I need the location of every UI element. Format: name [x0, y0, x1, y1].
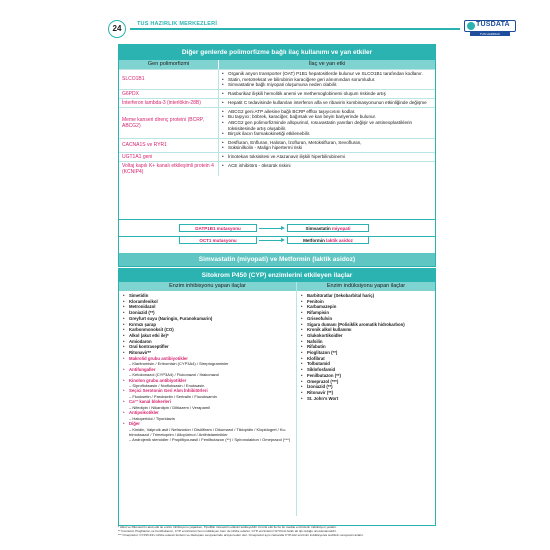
col-header-effect: İlaç ve yan etki [308, 61, 346, 67]
table-row [119, 152, 435, 161]
list-item: • Pioglitazon (**) [301, 350, 431, 356]
list-item: • Kinolon grubu antibiyotikler [123, 378, 292, 384]
gene-name: CACNA1S ve RYR1 [119, 139, 219, 152]
list-item: – Nifedipin / Nikardipin / Diltiazem / Verapamil [129, 405, 210, 411]
list-item: • Glukokortikoidler [301, 333, 431, 339]
lactic-acidosis-label: laktik asidoz [326, 238, 353, 243]
gene-name: Voltaj kapılı K+ kanalı etkileşimli protein 4 (KCNIP4) [119, 162, 219, 176]
myopathy-label: miyopati [332, 226, 351, 231]
oct1-mutation: OCT1 mutasyonu [179, 236, 257, 244]
list-item: • Rasburikaz ilişkili hemolitik anemi ve methemoglobinemi oluşum riskinde artış [222, 91, 432, 97]
list-item: – Haloperidol / Tiyoridazin [129, 415, 176, 421]
list-item: • Antifungaller [123, 367, 292, 373]
table-row [119, 98, 435, 107]
table-row [119, 161, 435, 176]
list-item: • Simetidin [123, 293, 292, 299]
inducers-list [297, 291, 435, 403]
list-item: • Karbamazepin [301, 304, 431, 310]
arrow-right-icon [281, 238, 285, 242]
inhibitors-header: Enzim inhibisyonu yapan ilaçlar [119, 282, 296, 291]
list-item: • Diğer [123, 421, 292, 427]
list-item: • Oral kontraseptifler [123, 344, 292, 350]
cyp-table [118, 268, 436, 526]
list-item: • Birçok ilacın farmakokinetiği etkilenebilir. [222, 131, 432, 137]
list-item: • ABCG2 geni ATP ailesine bağlı BCRP efflüx taşıyıcısını kodlar. [222, 109, 432, 115]
list-item: – Ketokonazol (CYP3A4) / Flukonazol / İtrakonazol [129, 372, 220, 378]
list-item: • Ca²⁺ kanal blokerleri [123, 399, 292, 405]
list-item: • Simvastatine bağlı miyopati oluşumuna neden olabilir. [222, 82, 432, 88]
footnote: ** İzoniazid, Pioglitazon ve Fenilbutazon, CYP enzimlerini hem indükleyen hem de inhibe ederler. CYP enzimlerini %73'ünü farklı alt tipi olduğu unutulmamalıdır. [118, 529, 337, 534]
effect-cell [219, 108, 435, 138]
list-item: • Rifampisin [301, 310, 431, 316]
list-item: • Klofibrat [301, 356, 431, 362]
arrow-line-top [259, 228, 283, 229]
arrow-right-icon [281, 226, 285, 230]
list-item: • Griseofulvin [301, 316, 431, 322]
logo-icon [467, 22, 475, 30]
list-item: • Antipsikotikler [123, 410, 292, 416]
list-item: • Makrolid grubu antibiyotikler [123, 356, 292, 362]
inhibitors-column [119, 282, 297, 516]
datp1b1-mutation: DATP1B1 mutasyonu [179, 224, 257, 232]
list-item: • Bu taşıyıcı; böbrek, karaciğer, bağırsak ve kan beyin bariyerinde bulunur. [222, 114, 432, 120]
cyp-title: Sitokrom P450 (CYP) enzimlerini etkileyen ilaçlar [119, 269, 435, 282]
list-item: – Fluoksetin / Paroksetin / Sertralin / Fluvoksamin [129, 394, 217, 400]
header-title: TUS HAZIRLIK MERKEZLERİ [134, 21, 220, 27]
effect-cell [219, 139, 435, 152]
table-row [119, 69, 435, 89]
list-item: • Nafsilin [301, 339, 431, 345]
list-item: • Hepatit C tedavisinde kullanılan interferon alfa ve ribavirin kombinasyonunun etkinliğinde değişme [222, 100, 432, 106]
list-item: • İrinotekan toksisitesi ve Atazanavir ilişkili hiperbilirubinemi [222, 154, 432, 160]
table-row [119, 107, 435, 138]
mutation-flow [119, 220, 435, 248]
list-item: • Organik anyon transporter (OAT) P1B1 hepatositlerde bulunur ve SLCO1B1 tarafından kodlanır. [222, 71, 432, 77]
cyp-columns [119, 282, 435, 516]
effect-cell [219, 70, 435, 89]
gene-name: Meme kanseri direnç proteini (BCRP, ABCG2) [119, 108, 219, 138]
list-item: • Greyfurt suyu (Naringin, Furanokumarin) [123, 316, 292, 322]
list-item: • Tolbutamid [301, 361, 431, 367]
list-item: • Barbitüratlar (Sekobarbital hariç) [301, 293, 431, 299]
list-item: • Metronidazol [123, 304, 292, 310]
list-item: • İzoniazid (**) [123, 310, 292, 316]
list-item: • Ritonavir** [123, 350, 292, 356]
list-item: • Fenilbutazon (**) [301, 373, 431, 379]
col-header-gene: Gen polimorfizmi [119, 60, 219, 69]
list-item: • Seçici Serotonin Geri Alım İnhibitörleri [123, 388, 292, 394]
metformin-label: Metformin [303, 238, 327, 243]
page-number: 24 [108, 20, 126, 38]
gene-name: SLCO1B1 [119, 70, 219, 89]
effect-cell [219, 162, 435, 176]
polymorphism-rows [119, 69, 435, 176]
effect-cell [219, 153, 435, 161]
inhibitors-list [119, 291, 296, 444]
inducers-column [297, 282, 435, 516]
list-item: • Alkol (akut etki ile)* [123, 333, 292, 339]
page-header [108, 20, 516, 38]
list-item: • ABCG2 gen polimorfizminde allopurinol, rosuvastatin yanıtları değişir ve antineoplastiklerin toksisitesinde artış oluşabilir. [222, 120, 432, 131]
logo-subtitle: TUS HAZIRLIK MERKEZLERİ [470, 32, 510, 36]
footnote: *** Omeprazol, CYP2C19'u inhibe ederek fenitoin ve diazepam seviyelerinde artışa neden olur. Omeprazol aynı zamanda CYP1A2 enzimini indükleyerek teofilinin seviyesini azaltır. [118, 533, 364, 538]
polymorphism-table [118, 44, 436, 237]
list-item: • İzoniazid (**) [301, 384, 431, 390]
gene-name: UGT1A1 geni [119, 153, 219, 161]
list-item: • Fenitoin [301, 299, 431, 305]
simvastatin-myopathy [287, 224, 369, 232]
simvastatin-label: Simvastatin [305, 226, 332, 231]
header-rule [130, 28, 460, 30]
list-item: • Kronik alkol kullanımı [301, 327, 431, 333]
footnote: * Alkol ve Ritonavir'in akut etki ile enzim inhibisyonu yaparken, Tipoflitin ritonavirin etkisini tetikleyebilir. Kronik etki ile bu iki madde enzimlerin indüksiyon yarattır. [118, 525, 337, 529]
list-item: – Klaritromisin / Eritromisin (CYP3A4) / Streptograminler [129, 361, 229, 367]
list-item: • Kırmızı şarap [123, 322, 292, 328]
list-item: – Kinidin, Valproik asit / Nefazodon / Disülfiram / Dikumarol / Tiklopidin / Klopidogrel / Ko-trimoksazol / Trimetoprim / Allopürinol / Antihistaminikler [129, 426, 287, 438]
list-item: • Omeprazol (***) [301, 379, 431, 385]
flow-banner: Simvastatin (miyopati) ve Metformin (laktik asidoz) [119, 253, 435, 266]
list-item: • Statin, metotreksat ve bilirubinin karaciğere geri alınımından sorumludur. [222, 77, 432, 83]
effect-cell [219, 99, 435, 107]
table-row [119, 138, 435, 152]
list-item: • Ritonavir (**) [301, 390, 431, 396]
mutation-flow-box [118, 219, 436, 267]
list-item: • Karbonmonoksit (CO) [123, 327, 292, 333]
list-item: – Siprofloksasin / Norfloksasin / Enoksasin [129, 383, 205, 389]
list-item: • Amiodaron [123, 339, 292, 345]
polymorphism-col-headers [119, 60, 435, 69]
gene-name: G6PDX [119, 90, 219, 98]
arrow-line-bottom [259, 240, 283, 241]
logo [464, 20, 516, 38]
logo-text: TUSDATA [476, 21, 510, 28]
metformin-lactic-acidosis [287, 236, 369, 244]
footnotes [118, 526, 436, 539]
inducers-header: Enzim indüksiyonu yapan ilaçlar [297, 282, 435, 291]
list-item: • Siklofosfamid [301, 367, 431, 373]
list-item: • Süksinilkolin - Malign hipertermi riski [222, 145, 432, 151]
list-item: • Kloramfenikol [123, 299, 292, 305]
table-row [119, 89, 435, 98]
list-item: – Androjenik steroidler / Propiltiyourasil / Fenilbutazon (**) / Spironolakton / Omeprazol (***) [129, 437, 291, 443]
gene-name: İnterferon lambda-3 (interlökin-28B) [119, 99, 219, 107]
list-item: • Rifabutin [301, 344, 431, 350]
polymorphism-title: Diğer genlerde polimorfizme bağlı ilaç kullanımı ve yan etkiler [119, 45, 435, 60]
effect-cell [219, 90, 435, 98]
list-item: • ACE inhibitörü - öksürük riskini [222, 163, 432, 169]
list-item: • St. John's Wort [301, 396, 431, 402]
list-item: • Desfluran, Enfluran, Halotan, İzofluran, Metoksifluran, Sevofluran, [222, 140, 432, 146]
list-item: • Sigara dumanı (Polisiklik aromatik hidrokarbon) [301, 322, 431, 328]
